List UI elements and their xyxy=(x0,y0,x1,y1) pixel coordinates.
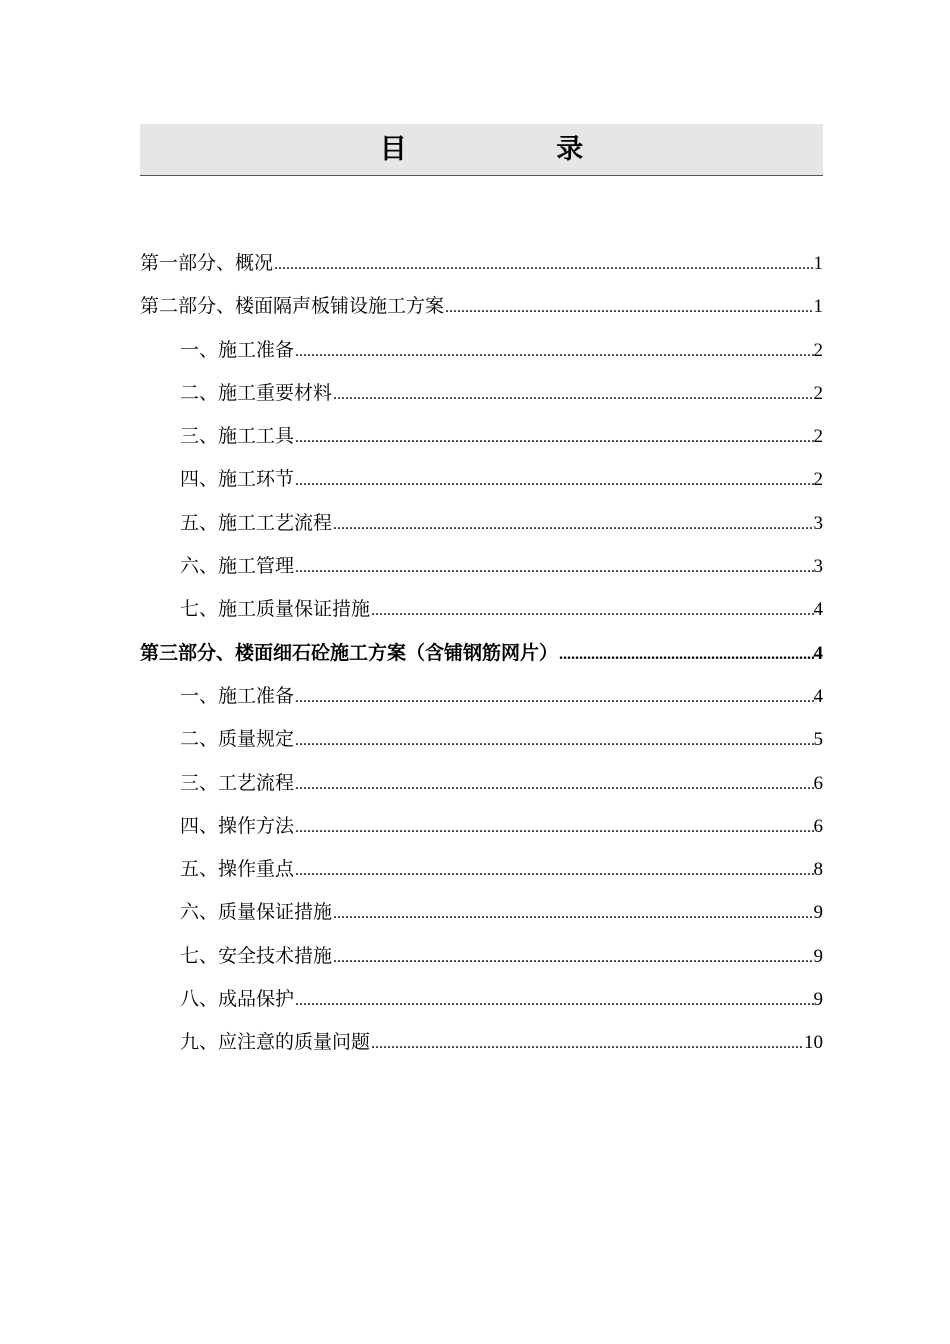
toc-entry[interactable] xyxy=(140,1021,823,1064)
toc-entry-label: 二、质量规定 xyxy=(180,728,295,751)
toc-dot-leader xyxy=(294,459,813,502)
toc-entry[interactable] xyxy=(140,978,823,1021)
toc-entry-label: 二、施工重要材料 xyxy=(180,381,333,404)
toc-entry-page-number: 3 xyxy=(813,512,823,534)
toc-entry-page-number: 6 xyxy=(813,772,823,794)
toc-entry-page-number: 6 xyxy=(813,815,823,837)
toc-dot-leader xyxy=(370,1022,804,1065)
toc-entry-page-number: 2 xyxy=(813,339,823,361)
toc-entry-label: 六、质量保证措施 xyxy=(180,901,333,924)
toc-entry-label: 四、施工环节 xyxy=(180,468,295,491)
toc-dot-leader xyxy=(332,936,813,979)
toc-entry-label: 第一部分、概况 xyxy=(140,252,274,274)
toc-entry-label: 四、操作方法 xyxy=(180,814,295,837)
toc-entry[interactable] xyxy=(140,502,823,545)
toc-entry-page-number: 9 xyxy=(813,902,823,924)
toc-dot-leader xyxy=(294,330,813,373)
toc-entry-page-number: 4 xyxy=(813,685,823,707)
toc-entry-label: 五、施工工艺流程 xyxy=(180,511,333,534)
toc-entry[interactable] xyxy=(140,415,823,458)
toc-entry[interactable] xyxy=(140,545,823,588)
toc-dot-leader xyxy=(294,676,813,719)
toc-entry[interactable] xyxy=(140,805,823,848)
toc-dot-leader xyxy=(332,373,813,416)
toc-entry-page-number: 10 xyxy=(804,1032,823,1054)
toc-dot-leader xyxy=(294,849,813,892)
toc-dot-leader xyxy=(294,763,813,806)
toc-dot-leader xyxy=(294,546,813,589)
toc-entry[interactable] xyxy=(140,935,823,978)
toc-entry-label: 五、操作重点 xyxy=(180,858,295,881)
toc-entry-page-number: 5 xyxy=(813,729,823,751)
toc-entry-page-number: 2 xyxy=(813,382,823,404)
toc-entry[interactable] xyxy=(140,718,823,761)
toc-entry-label: 一、施工准备 xyxy=(180,684,295,707)
toc-entry-label: 六、施工管理 xyxy=(180,555,295,578)
toc-entry-label: 七、施工质量保证措施 xyxy=(180,598,371,621)
toc-entry[interactable] xyxy=(140,891,823,934)
toc-dot-leader xyxy=(294,979,813,1022)
toc-entry[interactable] xyxy=(140,675,823,718)
toc-entry-page-number: 9 xyxy=(813,945,823,967)
toc-entry-label: 三、施工工具 xyxy=(180,425,295,448)
toc-entry[interactable] xyxy=(140,762,823,805)
toc-entry[interactable] xyxy=(140,588,823,631)
toc-title-bar xyxy=(140,124,823,176)
toc-dot-leader xyxy=(370,589,813,632)
toc-entry-page-number: 2 xyxy=(813,469,823,491)
toc-entry-label: 第三部分、楼面细石砼施工方案（含铺钢筋网片） xyxy=(140,641,559,664)
toc-entry-label: 七、安全技术措施 xyxy=(180,944,333,967)
toc-entry-page-number: 1 xyxy=(813,253,823,274)
toc-entry-page-number: 3 xyxy=(813,556,823,578)
toc-entry-label: 三、工艺流程 xyxy=(180,771,295,794)
toc-dot-leader xyxy=(294,806,813,849)
table-of-contents xyxy=(140,242,823,1065)
toc-entry[interactable] xyxy=(140,329,823,372)
toc-entry[interactable] xyxy=(140,242,823,285)
toc-entry[interactable] xyxy=(140,458,823,501)
toc-entry-page-number: 4 xyxy=(813,599,823,621)
toc-entry-label: 九、应注意的质量问题 xyxy=(180,1031,371,1054)
toc-entry-page-number: 8 xyxy=(813,859,823,881)
toc-entry-label: 一、施工准备 xyxy=(180,338,295,361)
toc-title: 目 录 xyxy=(379,134,654,165)
toc-dot-leader xyxy=(558,633,813,676)
toc-entry[interactable] xyxy=(140,848,823,891)
toc-dot-leader xyxy=(332,892,813,935)
toc-entry[interactable] xyxy=(140,285,823,328)
toc-entry-page-number: 2 xyxy=(813,426,823,448)
toc-entry-page-number: 9 xyxy=(813,989,823,1011)
toc-entry[interactable] xyxy=(140,632,823,675)
toc-entry-page-number: 1 xyxy=(813,296,823,318)
toc-dot-leader xyxy=(273,243,813,286)
toc-entry-page-number: 4 xyxy=(813,642,823,664)
toc-entry-label: 八、成品保护 xyxy=(180,988,295,1011)
toc-entry[interactable] xyxy=(140,372,823,415)
toc-dot-leader xyxy=(294,719,813,762)
toc-dot-leader xyxy=(444,286,813,329)
toc-dot-leader xyxy=(332,503,813,546)
toc-entry-label: 第二部分、楼面隔声板铺设施工方案 xyxy=(140,295,445,318)
toc-dot-leader xyxy=(294,416,813,459)
